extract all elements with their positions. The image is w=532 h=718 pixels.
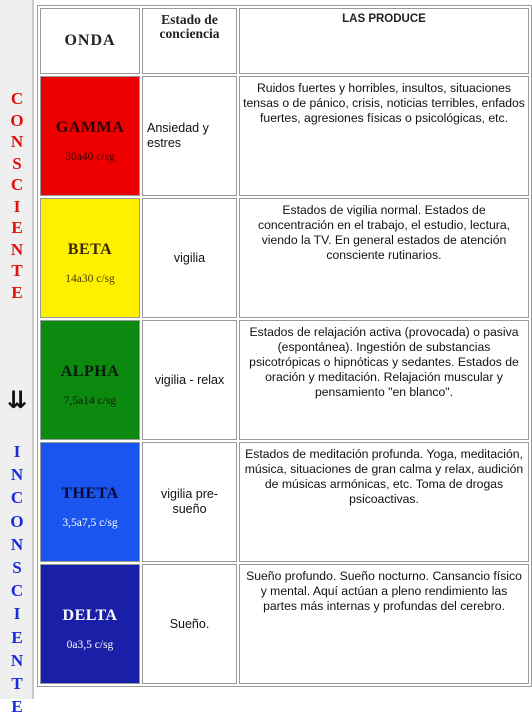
table-row — [40, 320, 529, 440]
inconsciente-label — [0, 440, 34, 718]
wave-cell-beta — [40, 198, 140, 318]
table-row — [40, 198, 529, 318]
wave-name: GAMMA — [55, 119, 125, 136]
wave-cell-alpha — [40, 320, 140, 440]
state-cell: Sueño. — [142, 564, 237, 684]
wave-frequency: 0a3,5 c/sg — [66, 639, 114, 651]
sidebar-letter: C — [10, 488, 24, 508]
state-cell: vigilia — [142, 198, 237, 318]
sidebar-letter: C — [10, 581, 24, 601]
sidebar-letter: I — [13, 442, 21, 461]
header-onda: ONDA — [40, 8, 140, 74]
wave-name: ALPHA — [60, 363, 120, 380]
produce-cell: Ruidos fuertes y horribles, insultos, situaciones tensas o de pánico, crisis, noticias terribles, enfados fuertes, agresiones físicas o psicológicas, etc. — [239, 76, 529, 196]
brain-waves-table — [37, 5, 532, 687]
sidebar-letter: E — [11, 218, 23, 237]
sidebar-letter: O — [10, 511, 24, 531]
produce-cell: Sueño profundo. Sueño nocturno. Cansancio físico y mental. Aquí actúan a pleno rendimiento las partes más internas y profundas del cerebro. — [239, 564, 529, 684]
wave-frequency: 30a40 c/sg — [65, 151, 115, 163]
produce-cell: Estados de vigilia normal. Estados de concentración en el trabajo, el estudio, lectura, viendo la TV. En general estados de atención consciente rutinarios. — [239, 198, 529, 318]
sidebar-letter: I — [13, 196, 21, 216]
wave-cell-gamma — [40, 76, 140, 196]
wave-name: DELTA — [62, 607, 118, 624]
sidebar-letter: N — [10, 534, 24, 554]
consciente-label — [0, 88, 34, 303]
sidebar-letter: C — [10, 89, 24, 108]
state-cell: vigilia pre-sueño — [142, 442, 237, 562]
state-cell: vigilia - relax — [142, 320, 237, 440]
sidebar-letter: N — [10, 132, 24, 151]
wave-frequency: 3,5a7,5 c/sg — [62, 517, 118, 529]
wave-frequency: 7,5a14 c/sg — [63, 395, 117, 407]
table-row — [40, 564, 529, 684]
wave-name: THETA — [61, 485, 119, 502]
sidebar-letter: E — [11, 282, 23, 302]
header-estado: Estado de conciencia — [142, 8, 237, 74]
sidebar-letter: N — [10, 650, 24, 670]
sidebar-letter: T — [11, 261, 23, 280]
sidebar-letter: E — [11, 627, 23, 647]
sidebar-letter: N — [10, 239, 24, 259]
sidebar-letter: E — [11, 697, 23, 717]
wave-name: BETA — [67, 241, 113, 258]
produce-cell: Estados de relajación activa (provocada) o pasiva (espontánea). Ingestión de substancias psicotrópicas o hipnóticas y sedantes. Estados de oración y meditación. Relajación muscular y pensamiento "en blanco". — [239, 320, 529, 440]
table-row — [40, 442, 529, 562]
down-arrows-icon: ⇊ — [6, 386, 28, 414]
sidebar-letter: C — [10, 175, 24, 194]
produce-cell: Estados de meditación profunda. Yoga, meditación, música, situaciones de gran calma y relax, audición de músicas armónicas, etc. Toma de drogas psicoactivas. — [239, 442, 529, 562]
wave-cell-delta — [40, 564, 140, 684]
sidebar-letter: T — [11, 674, 23, 694]
sidebar-letter: N — [10, 465, 24, 485]
state-cell — [142, 76, 237, 196]
consciousness-sidebar — [0, 0, 34, 717]
header-row — [40, 8, 529, 74]
state-text: Ansiedad y estres — [147, 121, 232, 151]
wave-cell-theta — [40, 442, 140, 562]
sidebar-letter: O — [10, 110, 24, 130]
wave-frequency: 14a30 c/sg — [65, 273, 115, 285]
header-produce: LAS PRODUCE — [239, 8, 529, 74]
sidebar-letter: S — [12, 558, 22, 578]
sidebar-letter: S — [12, 153, 22, 173]
sidebar-letter: I — [13, 604, 21, 624]
table-row — [40, 76, 529, 196]
